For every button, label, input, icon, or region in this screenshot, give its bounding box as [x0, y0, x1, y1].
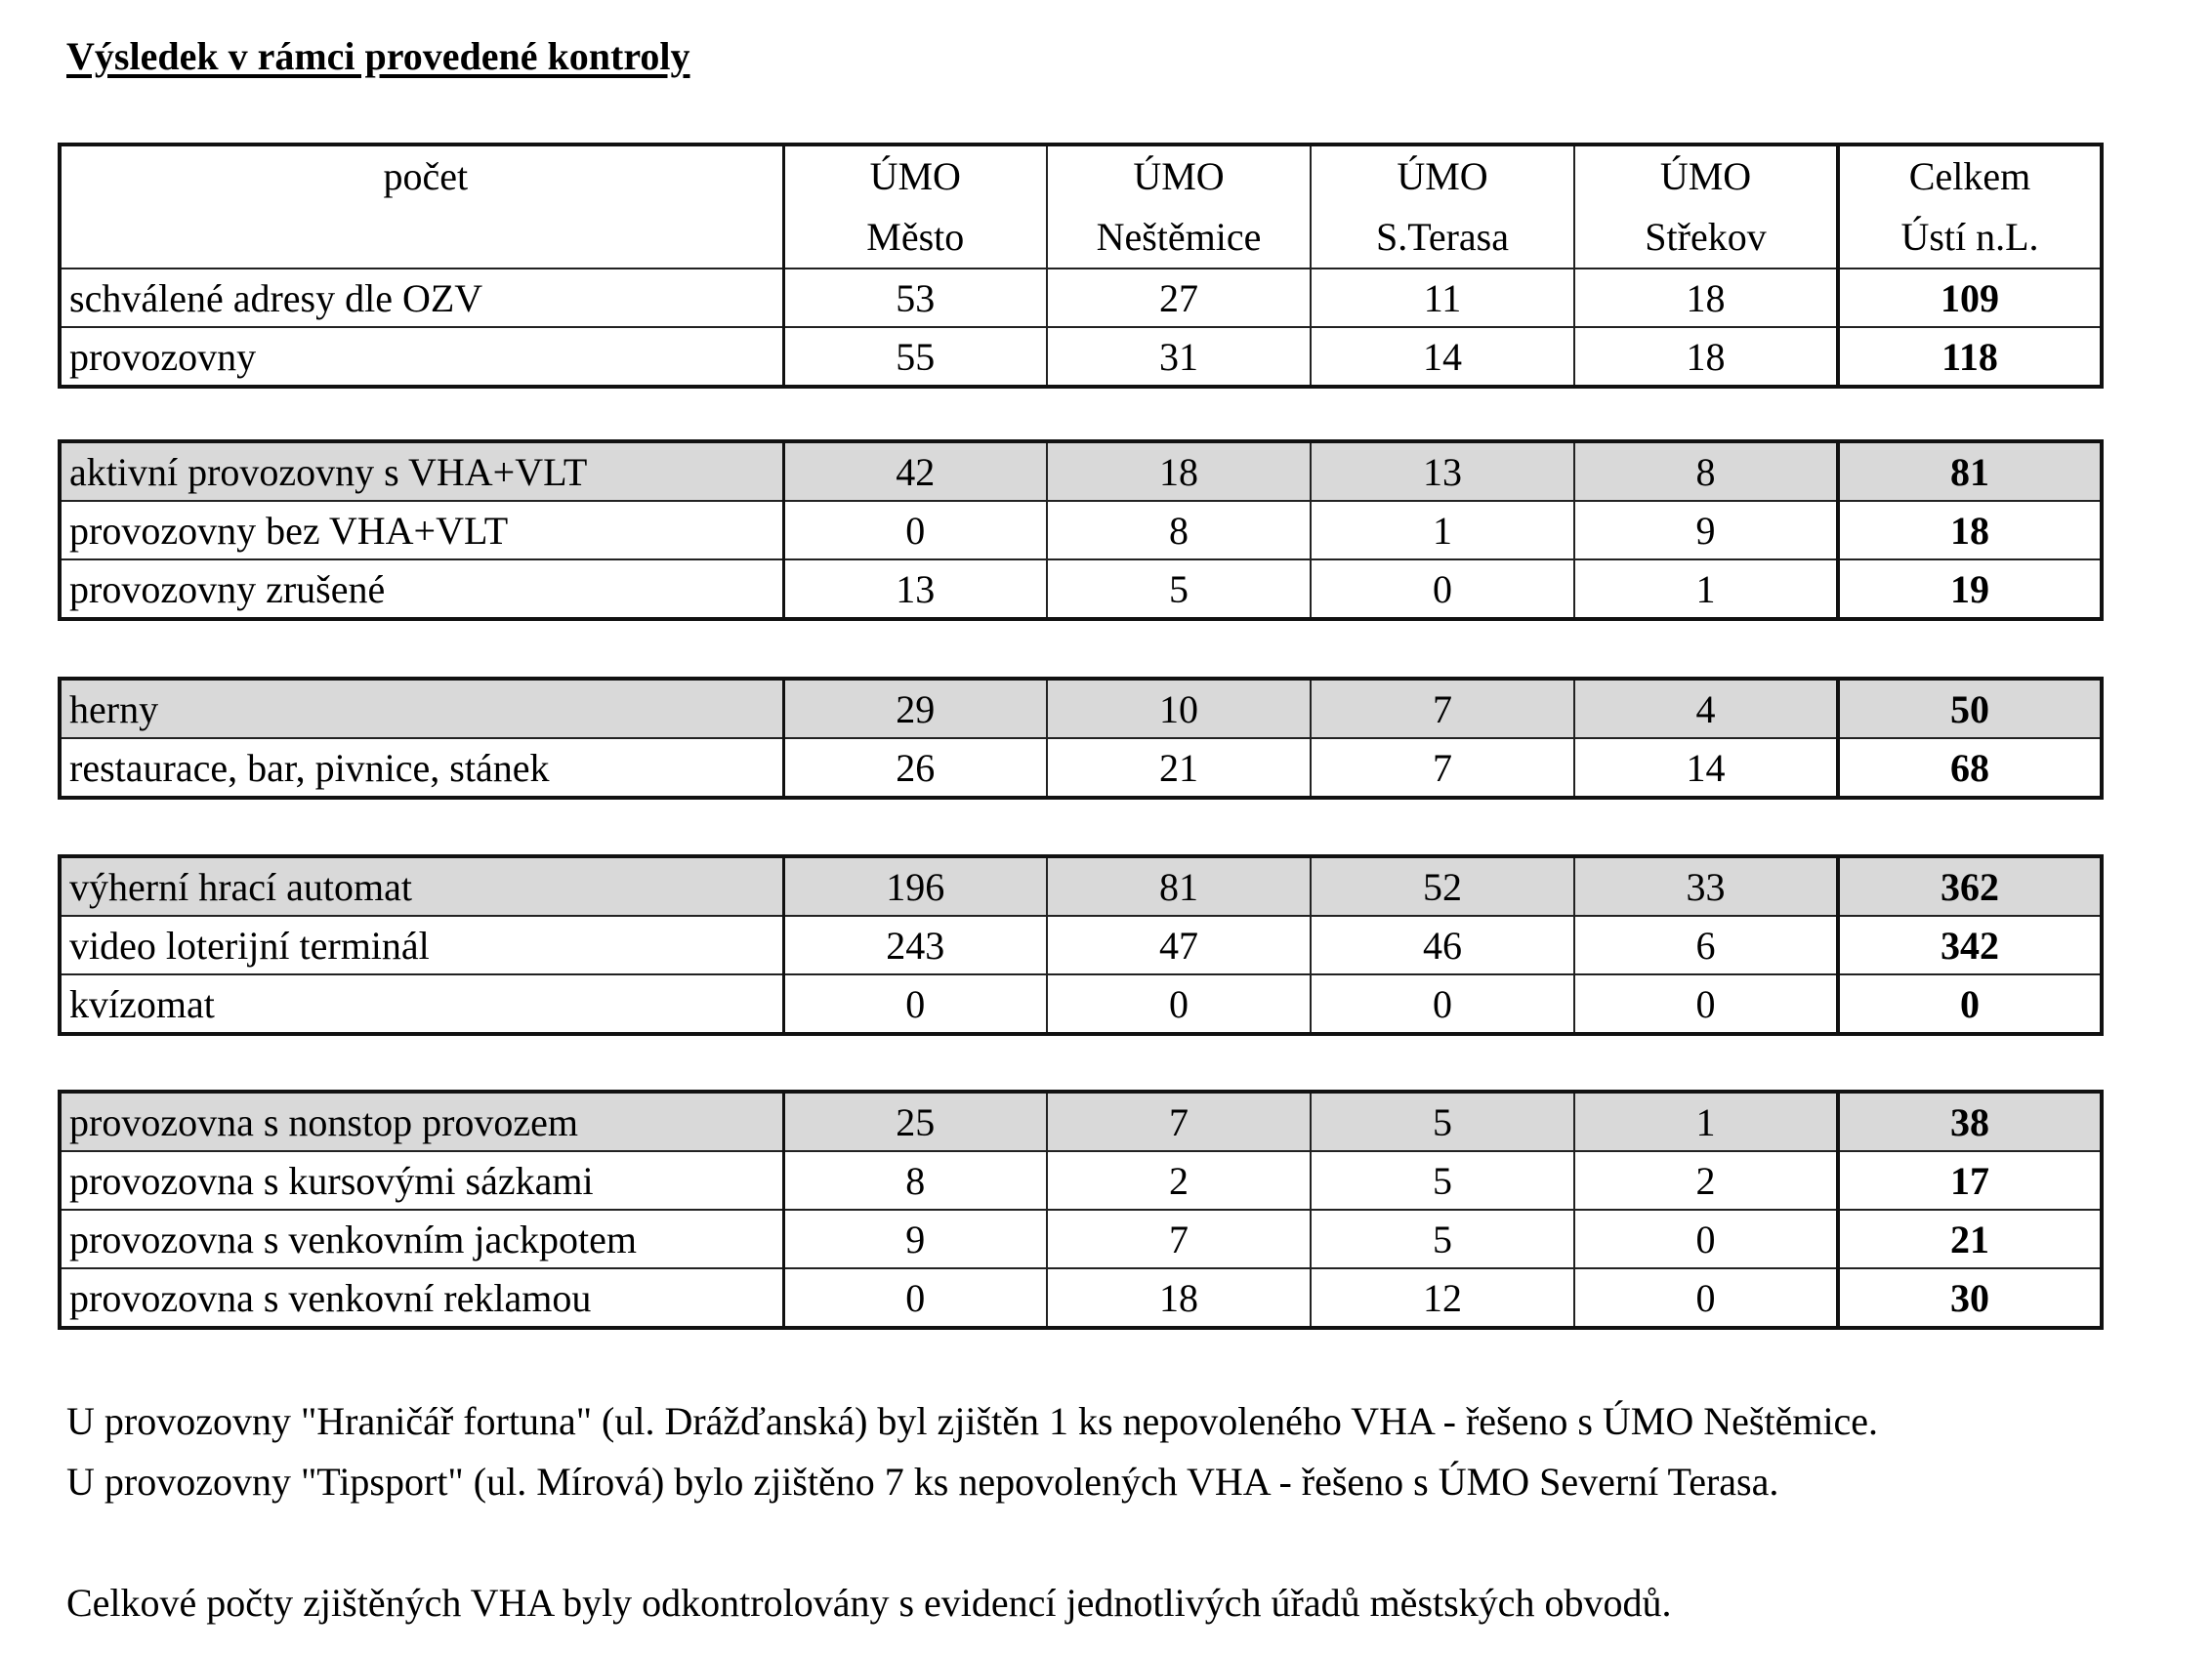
row-label: provozovny zrušené [60, 559, 783, 619]
row-label: výherní hrací automat [60, 856, 783, 916]
row-label: provozovny bez VHA+VLT [60, 501, 783, 559]
header-line: ÚMO [869, 154, 961, 198]
cell-value: 55 [783, 327, 1047, 387]
row-label: restaurace, bar, pivnice, stánek [60, 738, 783, 798]
note-paragraph: Celkové počty zjištěných VHA byly odkontrolovány s evidencí jednotlivých úřadů městských obvodů. [66, 1581, 1672, 1625]
cell-value: 46 [1311, 916, 1574, 974]
row-label: provozovna s kursovými sázkami [60, 1151, 783, 1210]
cell-value: 18 [1047, 1268, 1311, 1328]
cell-total: 118 [1838, 327, 2102, 387]
cell-value: 1 [1574, 559, 1838, 619]
cell-total: 18 [1838, 501, 2102, 559]
cell-total: 0 [1838, 974, 2102, 1034]
notes-section [66, 1391, 1878, 1633]
cell-value: 10 [1047, 679, 1311, 738]
cell-total: 21 [1838, 1210, 2102, 1268]
table-row [60, 738, 2102, 798]
header-line: S.Terasa [1375, 215, 1510, 259]
cell-value: 31 [1047, 327, 1311, 387]
cell-value: 14 [1311, 327, 1574, 387]
table-row [60, 559, 2102, 619]
row-label: provozovna s nonstop provozem [60, 1092, 783, 1151]
header-umo-strekov [1574, 145, 1838, 269]
table-row [60, 327, 2102, 387]
cell-value: 0 [1311, 974, 1574, 1034]
header-line: Střekov [1645, 215, 1767, 259]
header-umo-mesto [783, 145, 1047, 269]
cell-total: 38 [1838, 1092, 2102, 1151]
table-row [60, 1210, 2102, 1268]
cell-value: 8 [1574, 441, 1838, 501]
header-line: Ústí n.L. [1900, 215, 2039, 259]
table-row [60, 679, 2102, 738]
header-line: ÚMO [1133, 154, 1225, 198]
table-row [60, 1092, 2102, 1151]
cell-value: 7 [1047, 1210, 1311, 1268]
page-title: Výsledek v rámci provedené kontroly [66, 34, 690, 78]
header-umo-nestemice [1047, 145, 1311, 269]
header-line: ÚMO [1397, 154, 1488, 198]
cell-value: 0 [1574, 1210, 1838, 1268]
cell-value: 4 [1574, 679, 1838, 738]
header-line: Neštěmice [1096, 215, 1262, 259]
cell-value: 53 [783, 269, 1047, 327]
cell-value: 9 [783, 1210, 1047, 1268]
cell-value: 0 [1311, 559, 1574, 619]
header-total [1838, 145, 2102, 269]
summary-table-features [58, 1090, 2104, 1330]
cell-value: 33 [1574, 856, 1838, 916]
table-row [60, 916, 2102, 974]
header-umo-sterasa [1311, 145, 1574, 269]
row-label: schválené adresy dle OZV [60, 269, 783, 327]
cell-value: 14 [1574, 738, 1838, 798]
cell-value: 42 [783, 441, 1047, 501]
cell-value: 81 [1047, 856, 1311, 916]
cell-total: 30 [1838, 1268, 2102, 1328]
cell-value: 5 [1311, 1092, 1574, 1151]
cell-value: 9 [1574, 501, 1838, 559]
cell-value: 2 [1574, 1151, 1838, 1210]
cell-value: 27 [1047, 269, 1311, 327]
cell-total: 362 [1838, 856, 2102, 916]
cell-value: 0 [783, 974, 1047, 1034]
cell-value: 6 [1574, 916, 1838, 974]
row-label: kvízomat [60, 974, 783, 1034]
summary-table-establishments [58, 439, 2104, 621]
cell-value: 7 [1047, 1092, 1311, 1151]
table-row [60, 974, 2102, 1034]
cell-value: 2 [1047, 1151, 1311, 1210]
cell-value: 0 [1047, 974, 1311, 1034]
row-label: provozovny [60, 327, 783, 387]
cell-value: 21 [1047, 738, 1311, 798]
cell-value: 243 [783, 916, 1047, 974]
cell-value: 26 [783, 738, 1047, 798]
row-label: video loterijní terminál [60, 916, 783, 974]
table-row [60, 501, 2102, 559]
cell-value: 0 [1574, 974, 1838, 1034]
cell-value: 18 [1574, 327, 1838, 387]
cell-total: 68 [1838, 738, 2102, 798]
cell-total: 19 [1838, 559, 2102, 619]
header-line: Město [866, 215, 965, 259]
cell-total: 50 [1838, 679, 2102, 738]
cell-total: 342 [1838, 916, 2102, 974]
cell-value: 0 [783, 1268, 1047, 1328]
table-row [60, 1151, 2102, 1210]
row-label: aktivní provozovny s VHA+VLT [60, 441, 783, 501]
cell-value: 5 [1311, 1151, 1574, 1210]
summary-table-addresses [58, 143, 2104, 389]
cell-value: 13 [1311, 441, 1574, 501]
cell-value: 8 [1047, 501, 1311, 559]
table-row [60, 441, 2102, 501]
row-label: provozovna s venkovní reklamou [60, 1268, 783, 1328]
header-line: ÚMO [1659, 154, 1752, 198]
row-label: provozovna s venkovním jackpotem [60, 1210, 783, 1268]
cell-total: 81 [1838, 441, 2102, 501]
summary-table-venue-types [58, 677, 2104, 800]
cell-value: 5 [1047, 559, 1311, 619]
cell-value: 52 [1311, 856, 1574, 916]
cell-total: 109 [1838, 269, 2102, 327]
cell-value: 18 [1574, 269, 1838, 327]
cell-value: 18 [1047, 441, 1311, 501]
cell-value: 12 [1311, 1268, 1574, 1328]
row-label: herny [60, 679, 783, 738]
table-row [60, 856, 2102, 916]
cell-value: 196 [783, 856, 1047, 916]
cell-value: 29 [783, 679, 1047, 738]
cell-value: 7 [1311, 679, 1574, 738]
cell-value: 8 [783, 1151, 1047, 1210]
header-line: Celkem [1908, 154, 2031, 198]
cell-value: 47 [1047, 916, 1311, 974]
cell-value: 25 [783, 1092, 1047, 1151]
table-row [60, 269, 2102, 327]
cell-value: 0 [1574, 1268, 1838, 1328]
cell-value: 5 [1311, 1210, 1574, 1268]
table-row [60, 1268, 2102, 1328]
cell-total: 17 [1838, 1151, 2102, 1210]
summary-table-machines [58, 854, 2104, 1036]
cell-value: 1 [1574, 1092, 1838, 1151]
cell-value: 11 [1311, 269, 1574, 327]
cell-value: 7 [1311, 738, 1574, 798]
note-paragraph: U provozovny "Tipsport" (ul. Mírová) bylo zjištěno 7 ks nepovolených VHA - řešeno s ÚMO Severní Terasa. [66, 1460, 1779, 1504]
cell-value: 0 [783, 501, 1047, 559]
note-paragraph: U provozovny "Hraničář fortuna" (ul. Drážďanská) byl zjištěn 1 ks nepovoleného VHA - řešeno s ÚMO Neštěmice. [66, 1399, 1879, 1443]
cell-value: 1 [1311, 501, 1574, 559]
cell-value: 13 [783, 559, 1047, 619]
header-label: počet [60, 145, 783, 269]
table-header-row [60, 145, 2102, 269]
